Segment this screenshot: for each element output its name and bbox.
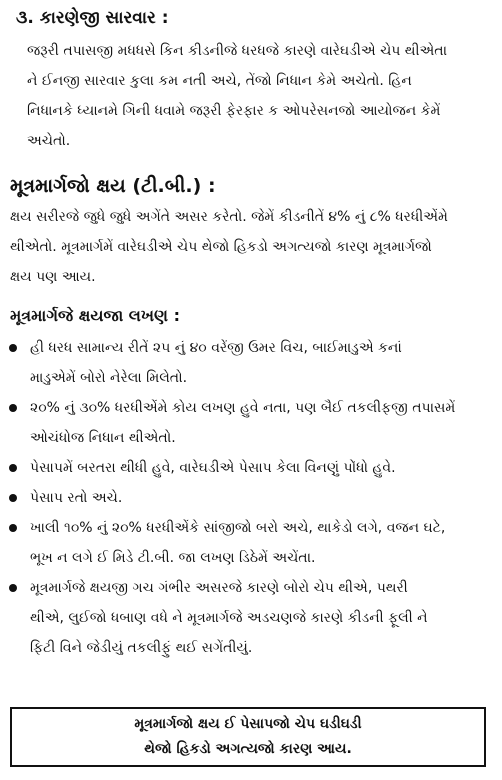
paragraph-line: નિધાનકે ધ્યાનમે ગિની ધવામે જરૂરી ફેરફાર ક ઓપરેસનજો આયોજન કેમેં [27,103,441,119]
list-item-line: હી ધરધ સામાન્ય રીતેં ૨૫ નું ૪૦ વરેંજી ઉમર વિચ, બાઈમાડુએ કનાં [30,340,402,356]
list-item-line: પેસાપ રતો અચે. [30,490,123,506]
paragraph-line: જરૂરી તપાસજી મધધસે કિન કીડનીજે ધરધજે કારણે વારેઘડીએ ચેપ થીએતા [27,43,448,59]
list-item-line: ઓચંધોજ નિધાન થીએતો. [30,430,176,446]
list-item [0,453,502,483]
list-item-line: થીએ, લુઈજો ધબાણ વધે ને મૂત્રમાર્ગજે અડચણજે કારણે કીડની ફૂલી ને [30,610,428,626]
list-item-line: માડુએમેં બોરો નેરેલા મિલેતો. [30,370,188,386]
section-heading-treatment: ૩. કારણેજી સારવાર : [16,8,169,28]
bullet-icon [9,524,17,532]
list-item [0,573,502,663]
paragraph-line: ક્ષય સરીરજે જુધે જુધે અગેંતે અસર કરેતો. જેમેં કીડનીતેં ૪% નું ૮% ધરધીએંમે [10,209,448,225]
bullet-icon [9,344,17,352]
list-item-line: પેસાપમેં બરતરા થીધી હુવે, વારેઘડીએ પેસાપ કેલા વિનણું પોંધો હુવે. [30,460,396,476]
tb-paragraph [10,202,495,292]
list-item [0,393,502,453]
list-item-line: ખાલી ૧૦% નું ૨૦% ધરધીએંકે સાંજીજો બરો અચે, થાકેડો લગે, વજન ઘટે, [30,520,446,536]
bullet-icon [9,464,17,472]
section-heading-tb: મૂત્રમાર્ગજો ક્ષય (ટી.બી.) : [10,175,216,197]
callout-line: મૂત્રમાર્ગજો ક્ષય ઈ પેસાપજો ચેપ ઘડીઘડી [134,716,362,732]
paragraph-line: ને ઈનજી સારવાર કુલા કમ નતી અચે, તેંજો નિધાન કેમે અચેતો. હિન [27,73,412,89]
list-item [0,333,502,393]
list-item-line: ફિટી વિને જેડીયું તકલીફું થઈ સગેંતીયું. [30,640,253,656]
list-item-line: મૂત્રમાર્ગજે ક્ષયજી ગચ ગંભીર અસરજે કારણે બોરો ચેપ થીએ, પથરી [30,580,408,596]
bullet-icon [9,584,17,592]
list-item [0,513,502,573]
bullet-icon [9,494,17,502]
paragraph-line: ક્ષય પણ આય. [10,269,96,285]
bullet-icon [9,404,17,412]
symptoms-list [0,333,502,663]
paragraph-line: થીએતો. મૂત્રમાર્ગમેં વારેઘડીએ ચેપ થેજો હિકડો અગત્યજો કારણ મૂત્રમાર્ગજો [10,239,432,255]
list-item [0,483,502,513]
paragraph-line: અચેતો. [27,133,71,149]
section-heading-symptoms: મૂત્રમાર્ગજે ક્ષયજા લખણ : [10,306,180,325]
callout-line: થેજો હિકડો અગત્યજો કારણ આય. [144,741,352,757]
list-item-line: ૨૦% નું ૩૦% ધરધીએંમે કોય લખણ હુવે નતા, પણ બૈઈ તકલીફજી તપાસમેં [30,400,456,416]
list-item-line: ભૂખ ન લગે ઈ મિડે ટી.બી. જા લખણ ડિઠેમેં અચેંતા. [30,550,316,566]
key-point-callout [10,707,486,767]
treatment-paragraph [27,36,497,156]
